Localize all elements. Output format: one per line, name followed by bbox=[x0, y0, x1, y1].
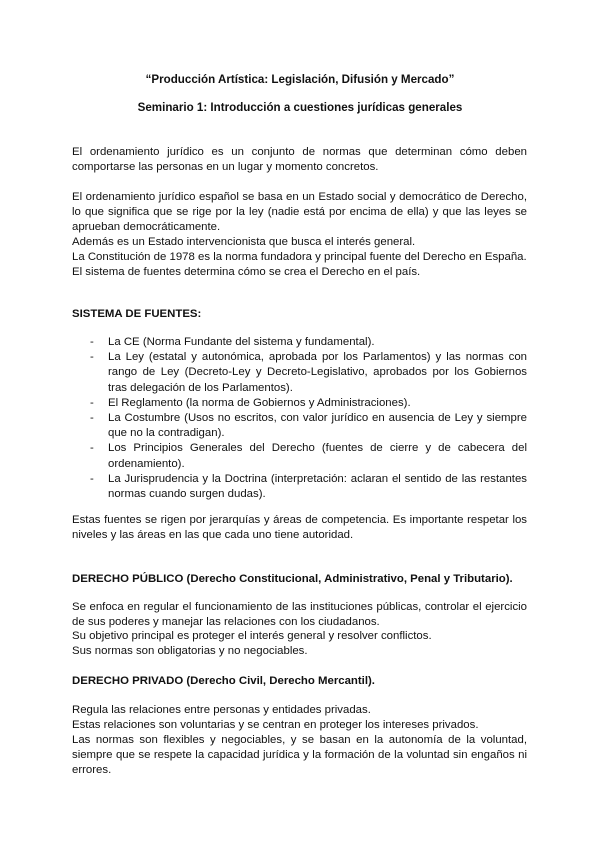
private-law-heading: DERECHO PRIVADO (Derecho Civil, Derecho Mercantil). bbox=[72, 675, 375, 687]
spanish-system-paragraph-2: Además es un Estado intervencionista que busca el interés general. bbox=[72, 236, 416, 248]
private-law-line-3: Las normas son flexibles y negociables, y se basan en la autonomía de la voluntad, siempre que se respete la capacidad jurídica y la formación de la voluntad sin engaños ni errores. bbox=[72, 734, 527, 777]
spanish-system-paragraph-4: El sistema de fuentes determina cómo se crea el Derecho en el país. bbox=[72, 266, 421, 278]
spanish-system-paragraph-3: La Constitución de 1978 es la norma fundadora y principal fuente del Derecho en España. bbox=[72, 251, 527, 263]
sources-heading: SISTEMA DE FUENTES: bbox=[72, 308, 202, 320]
public-law-line-1: Se enfoca en regular el funcionamiento de las instituciones públicas, controlar el ejercicio de sus poderes y manejar las relaciones con los ciudadanos. bbox=[72, 601, 527, 629]
public-law-line-2: Su objetivo principal es proteger el interés general y resolver conflictos. bbox=[72, 630, 432, 642]
intro-paragraph: El ordenamiento jurídico es un conjunto de normas que determinan cómo deben comportarse las personas en un lugar y momento concretos. bbox=[72, 146, 527, 174]
list-item: - La Ley (estatal y autonómica, aprobada por los Parlamentos) y las normas con rango de Ley (Decreto-Ley y Decreto-Legislativo, aprobados por los Gobiernos tras delegación de los Parlamentos). bbox=[90, 350, 527, 396]
sources-note-paragraph: Estas fuentes se rigen por jerarquías y áreas de competencia. Es importante respetar los niveles y las áreas en las que cada uno tiene autoridad. bbox=[72, 514, 527, 542]
list-item: - La CE (Norma Fundante del sistema y fundamental). bbox=[90, 335, 527, 350]
list-item: - La Jurisprudencia y la Doctrina (interpretación: aclaran el sentido de las restantes normas cuando surgen dudas). bbox=[90, 472, 527, 502]
sources-list bbox=[90, 335, 527, 502]
document-title: “Producción Artística: Legislación, Difusión y Mercado” bbox=[145, 73, 455, 86]
list-item: - Los Principios Generales del Derecho (fuentes de cierre y de cabecera del ordenamiento). bbox=[90, 441, 527, 471]
public-law-heading: DERECHO PÚBLICO (Derecho Constitucional, Administrativo, Penal y Tributario). bbox=[72, 573, 513, 585]
document-subtitle: Seminario 1: Introducción a cuestiones jurídicas generales bbox=[137, 101, 463, 114]
private-law-line-2: Estas relaciones son voluntarias y se centran en proteger los intereses privados. bbox=[72, 719, 479, 731]
spanish-system-paragraph-1: El ordenamiento jurídico español se basa en un Estado social y democrático de Derecho, lo que significa que se rige por la ley (nadie está por encima de ella) y que las leyes se aprueban democráticamente. bbox=[72, 191, 527, 234]
public-law-line-3: Sus normas son obligatorias y no negociables. bbox=[72, 645, 308, 657]
list-item: - La Costumbre (Usos no escritos, con valor jurídico en ausencia de Ley y siempre que no la contradigan). bbox=[90, 411, 527, 441]
list-item: - El Reglamento (la norma de Gobiernos y Administraciones). bbox=[90, 396, 527, 411]
private-law-line-1: Regula las relaciones entre personas y entidades privadas. bbox=[72, 704, 371, 716]
